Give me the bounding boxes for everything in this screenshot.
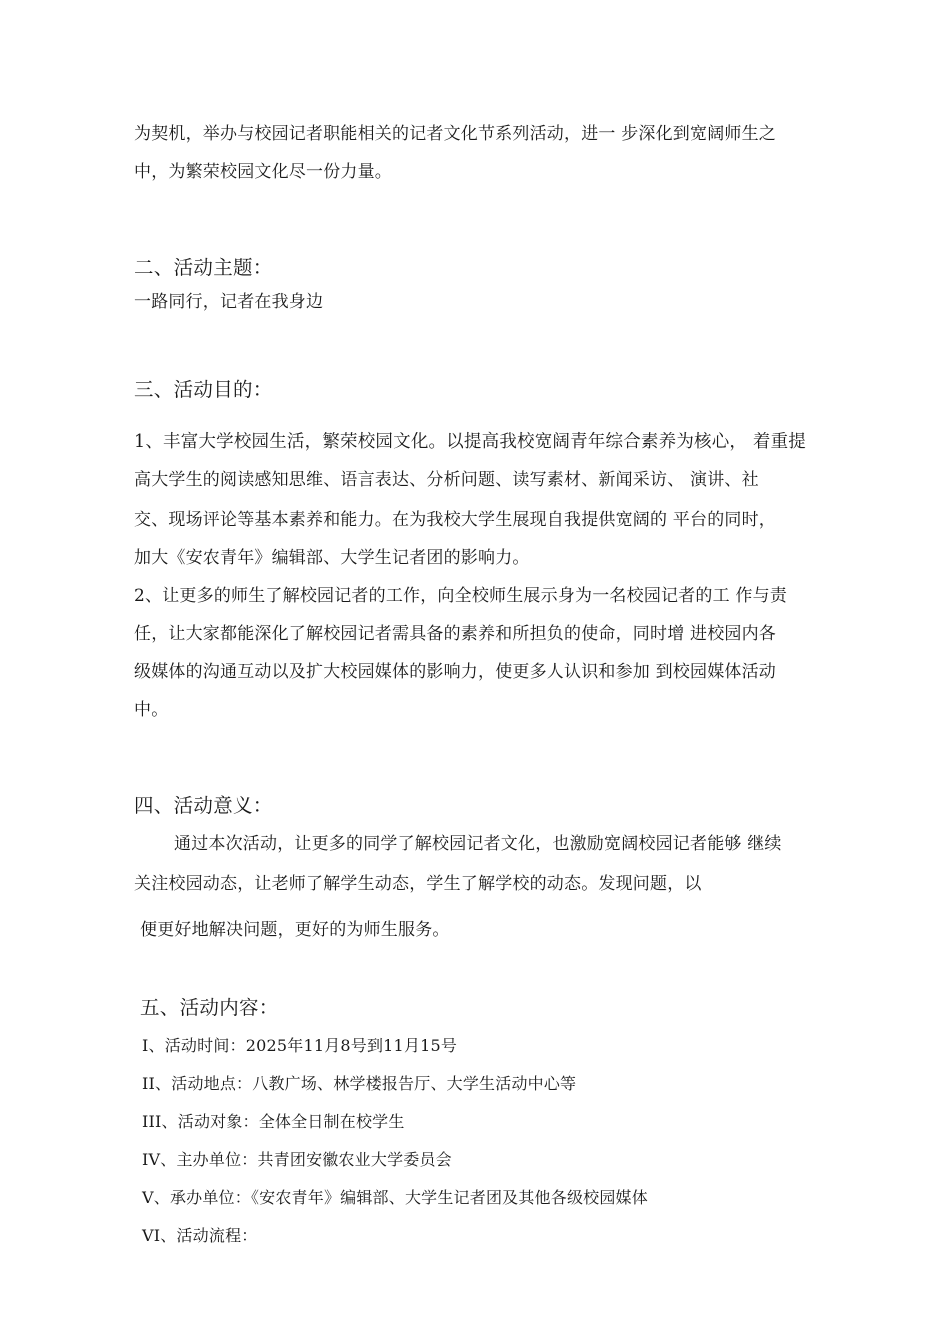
purpose-line-2: 高大学生的阅读感知思维、语言表达、分析问题、读写素材、新闻采访、 演讲、社 xyxy=(134,470,759,490)
purpose-line-3: 交、现场评论等基本素养和能力。在为我校大学生展现自我提供宽阔的 平台的同时， xyxy=(134,510,777,530)
significance-heading: 四、活动意义： xyxy=(134,794,273,817)
purpose-heading: 三、活动目的： xyxy=(134,378,273,401)
purpose-line-5: 2、让更多的师生了解校园记者的工作，向全校师生展示身为一名校园记者的工 作与责 xyxy=(134,586,788,606)
content-item-host: V、承办单位：《安农青年》编辑部、大学生记者团及其他各级校园媒体 xyxy=(142,1188,648,1207)
content-item-audience: III、活动对象：全体全日制在校学生 xyxy=(142,1112,405,1131)
content-item-location: II、活动地点：八教广场、林学楼报告厅、大学生活动中心等 xyxy=(142,1074,577,1093)
significance-line-2: 关注校园动态，让老师了解学生动态，学生了解学校的动态。发现问题，以 xyxy=(134,874,702,894)
content-item-process: VI、活动流程： xyxy=(142,1226,258,1245)
significance-line-3: 便更好地解决问题，更好的为师生服务。 xyxy=(140,920,450,940)
content-heading: 五、活动内容： xyxy=(140,996,279,1019)
purpose-line-8: 中。 xyxy=(134,700,169,720)
purpose-line-6: 任，让大家都能深化了解校园记者需具备的素养和所担负的使命，同时增 进校园内各 xyxy=(134,624,777,644)
significance-line-1: 通过本次活动，让更多的同学了解校园记者文化，也激励宽阔校园记者能够 继续 xyxy=(174,834,782,854)
purpose-line-1: 1、丰富大学校园生活，繁荣校园文化。以提高我校宽阔青年综合素养为核心， 着重提 xyxy=(134,432,806,452)
content-item-organizer: IV、主办单位：共青团安徽农业大学委员会 xyxy=(142,1150,452,1169)
content-item-time: I、活动时间：2025年11月8号到11月15号 xyxy=(142,1036,458,1055)
purpose-line-4: 加大《安农青年》编辑部、大学生记者团的影响力。 xyxy=(134,548,530,568)
purpose-line-7: 级媒体的沟通互动以及扩大校园媒体的影响力，使更多人认识和参加 到校园媒体活动 xyxy=(134,662,777,682)
theme-heading: 二、活动主题： xyxy=(134,256,273,279)
intro-line-2: 中，为繁荣校园文化尽一份力量。 xyxy=(134,162,392,182)
theme-text: 一路同行，记者在我身边 xyxy=(134,292,324,312)
intro-line-1: 为契机，举办与校园记者职能相关的记者文化节系列活动，进一 步深化到宽阔师生之 xyxy=(134,124,777,144)
